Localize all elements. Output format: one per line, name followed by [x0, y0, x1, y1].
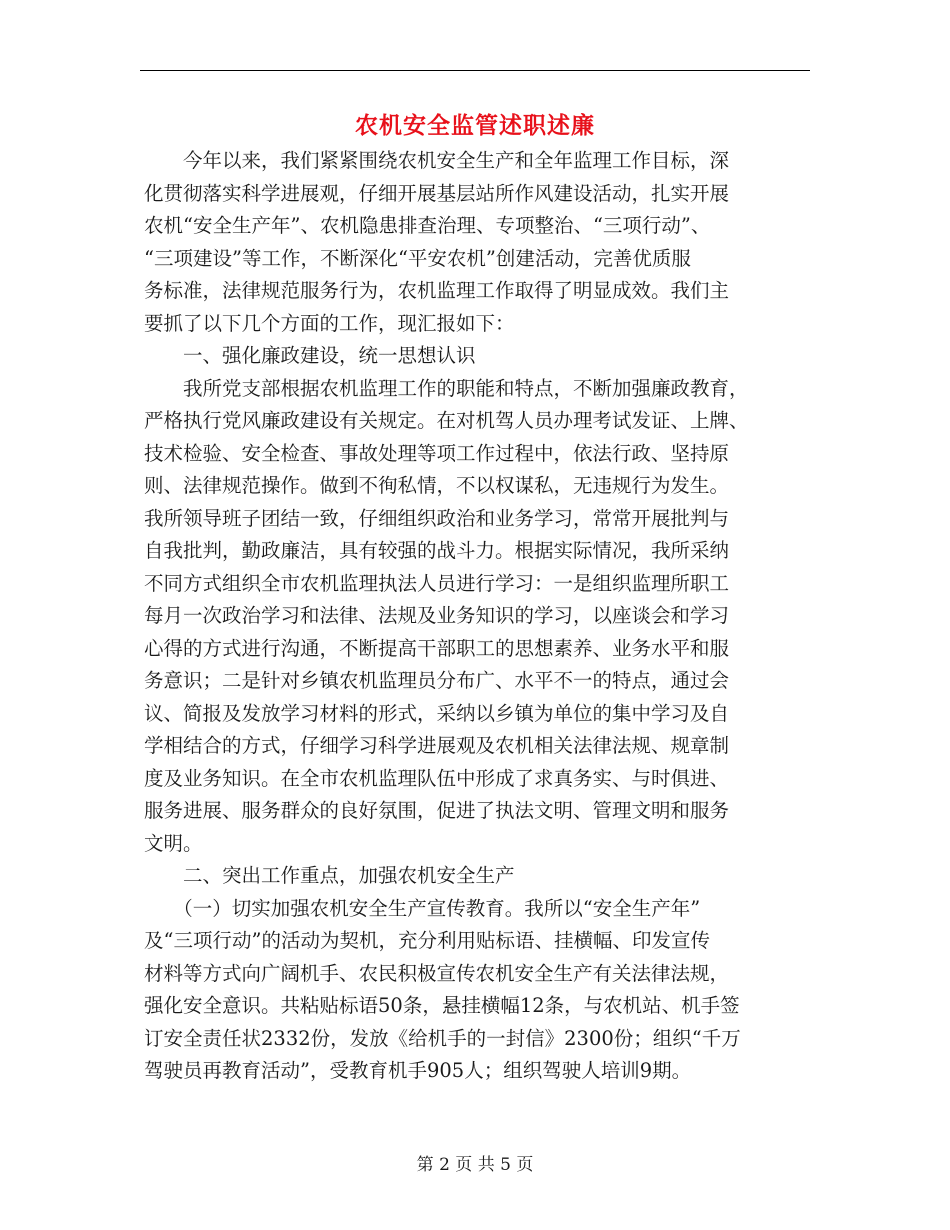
- text-line: 每月一次政治学习和法律、法规及业务知识的学习，以座谈会和学习: [144, 604, 730, 627]
- text-line: 心得的方式进行沟通，不断提高干部职工的思想素养、业务水平和服: [144, 636, 730, 660]
- text-line: 及“三项行动”的活动为契机，充分利用贴标语、挂横幅、印发宣传: [144, 929, 710, 952]
- header-rule: [140, 70, 810, 71]
- text-line: 文明。: [144, 831, 203, 855]
- text-line: 强化安全意识。共粘贴标语50条，悬挂横幅12条，与农机站、机手签: [144, 994, 740, 1017]
- text-line: 今年以来，我们紧紧围绕农机安全生产和全年监理工作目标，深: [144, 149, 730, 172]
- document-body: [144, 145, 810, 1088]
- text-line: 化贯彻落实科学进展观，仔细开展基层站所作风建设活动，扎实开展: [144, 181, 730, 205]
- page-footer: 第 2 页 共 5 页: [416, 1155, 534, 1175]
- text-line: 材料等方式向广阔机手、农民积极宣传农机安全生产有关法律法规，: [144, 961, 730, 985]
- text-line: 订安全责任状2332份，发放《给机手的一封信》2300份；组织“千万: [144, 1026, 741, 1050]
- text-line: 不同方式组织全市农机监理执法人员进行学习：一是组织监理所职工: [144, 571, 730, 595]
- text-line: 务标准，法律规范服务行为，农机监理工作取得了明显成效。我们主: [144, 279, 730, 302]
- text-line: 我所党支部根据农机监理工作的职能和特点，不断加强廉政教育，: [144, 376, 749, 400]
- document-title: 农机安全监管述职述廉: [355, 112, 595, 139]
- text-line: 务意识；二是针对乡镇农机监理员分布广、水平不一的特点，通过会: [144, 669, 730, 692]
- text-line: 驾驶员再教育活动”，受教育机手905人；组织驾驶人培训9期。: [144, 1059, 692, 1082]
- text-line: 度及业务知识。在全市农机监理队伍中形成了求真务实、与时俱进、: [144, 766, 730, 790]
- text-line: （一）切实加强农机安全生产宣传教育。我所以“安全生产年”: [144, 896, 701, 920]
- text-line: 技术检验、安全检查、事故处理等项工作过程中，依法行政、坚持原: [144, 441, 730, 465]
- text-line: “三项建设”等工作，不断深化“平安农机”创建活动，完善优质服: [144, 246, 691, 270]
- text-line: 二、突出工作重点，加强农机安全生产: [144, 864, 515, 887]
- text-line: 服务进展、服务群众的良好氛围，促进了执法文明、管理文明和服务: [144, 799, 730, 822]
- text-line: 学相结合的方式，仔细学习科学进展观及农机相关法律法规、规章制: [144, 734, 730, 757]
- text-line: 一、强化廉政建设，统一思想认识: [144, 344, 476, 367]
- text-line: 则、法律规范操作。做到不徇私情，不以权谋私，无违规行为发生。: [144, 474, 730, 497]
- text-line: 我所领导班子团结一致，仔细组织政治和业务学习，常常开展批判与: [144, 506, 730, 530]
- text-line: 严格执行党风廉政建设有关规定。在对机驾人员办理考试发证、上牌、: [144, 409, 749, 432]
- text-line: 要抓了以下几个方面的工作，现汇报如下：: [144, 311, 515, 335]
- text-line: 农机“安全生产年”、农机隐患排查治理、专项整治、“三项行动”、: [144, 214, 711, 237]
- text-line: 自我批判，勤政廉洁，具有较强的战斗力。根据实际情况，我所采纳: [144, 539, 730, 562]
- text-line: 议、简报及发放学习材料的形式，采纳以乡镇为单位的集中学习及自: [144, 701, 730, 725]
